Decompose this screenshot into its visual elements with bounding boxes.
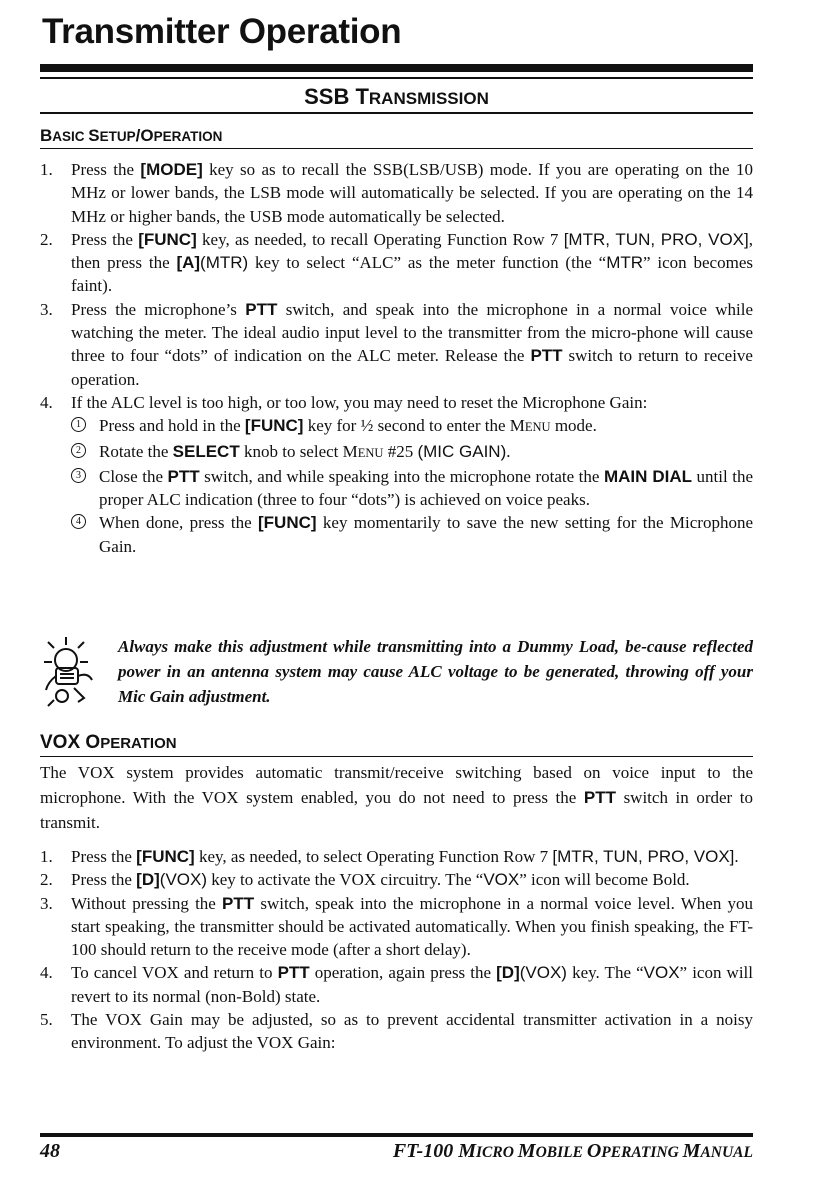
header-thick-rule <box>40 64 753 72</box>
mic-gain-substeps <box>71 414 753 558</box>
list-item: 3 Close the PTT switch, and while speaking into the microphone rotate the MAIN DIAL until the proper ALC indication (three to four “dots”) is achieved on voice peaks. <box>71 465 753 512</box>
list-item: 3. Without pressing the PTT switch, speak into the microphone in a normal voice level. When you start speaking, the transmitter should be activated automatically. When you finish speaking, the FT-100 should return to the receive mode (after a short delay). <box>40 893 754 960</box>
list-item: 2 Rotate the SELECT knob to select MENU #25 (MIC GAIN). <box>71 440 753 465</box>
list-item: 1. Press the [MODE] key so as to recall the SSB(LSB/USB) mode. If you are operating on the 10 MHz or lower bands, the LSB mode will automatically be selected. If you are operating on the 14 MHz or higher bands, the USB mode automatically be selected. <box>40 160 753 226</box>
list-item: 4. If the ALC level is too high, or too low, you may need to reset the Microphone Gain: 1 Press and hold in the [FUNC] key for ½ second to enter the MENU mode. 2 Rotate the SELECT knob to select MENU #25 (MIC GAIN). 3 Close the PTT switch, and while speaking into the microphone rotate the MAIN DIAL until the proper ALC indication (three to four “dots”) is achieved on voice peaks. 4 When done, press the [FUNC] key momentarily to save the new setting for the Microphone Gain. <box>40 391 753 558</box>
list-item: 5. The VOX Gain may be adjusted, so as to prevent accidental transmitter activation in a noisy environment. To adjust the VOX Gain: <box>40 1010 753 1053</box>
list-item: 2. Press the [FUNC] key, as needed, to recall Operating Function Row 7 [MTR, TUN, PRO, VOX], then press the [A](MTR) key to select “ALC” as the meter function (the “MTR” icon becomes faint). <box>40 229 753 296</box>
header-thin-rule <box>40 77 753 79</box>
section-rule <box>40 112 753 114</box>
basic-setup-heading: BASIC SETUP/OPERATION <box>40 126 753 149</box>
list-item: 4. To cancel VOX and return to PTT operation, again press the [D](VOX) key. The “VOX” icon will revert to its normal (non-Bold) state. <box>40 963 754 1006</box>
section-title: SSB TRANSMISSION <box>304 84 489 109</box>
vox-steps <box>40 845 753 1055</box>
list-item: 4 When done, press the [FUNC] key momentarily to save the new setting for the Microphone Gain. <box>71 511 753 558</box>
caution-mascot-icon <box>40 634 114 714</box>
basic-steps <box>40 158 753 558</box>
caution-note <box>40 634 753 714</box>
list-item: 1 Press and hold in the [FUNC] key for ½ second to enter the MENU mode. <box>71 414 753 439</box>
vox-operation-heading: VOX OPERATION <box>40 732 753 757</box>
list-item: 3. Press the microphone’s PTT switch, and speak into the microphone in a normal voice while watching the meter. The ideal audio input level to the transmitter from the micro-phone will cause three to four “dots” of indication on the ALC meter. Release the PTT switch to return to receive operation. <box>40 299 753 389</box>
manual-title: FT-100 MICRO MOBILE OPERATING MANUAL <box>392 1140 753 1162</box>
chapter-title: Transmitter Operation <box>42 12 402 51</box>
list-item: 2. Press the [D](VOX) key to activate the VOX circuitry. The “VOX” icon will become Bold. <box>40 870 690 890</box>
footer-rule <box>40 1133 753 1137</box>
caution-text: Always make this adjustment while transmitting into a Dummy Load, be-cause reflected power in an antenna system may cause ALC voltage to be generated, throwing off your Mic Gain adjustment. <box>118 637 753 706</box>
page-number: 48 <box>40 1140 60 1162</box>
vox-intro: The VOX system provides automatic transmit/receive switching based on voice input to the microphone. With the VOX system enabled, you do not need to press the PTT switch in order to transmit. <box>40 763 754 832</box>
list-item: 1. Press the [FUNC] key, as needed, to select Operating Function Row 7 [MTR, TUN, PRO, VOX]. <box>40 847 739 866</box>
